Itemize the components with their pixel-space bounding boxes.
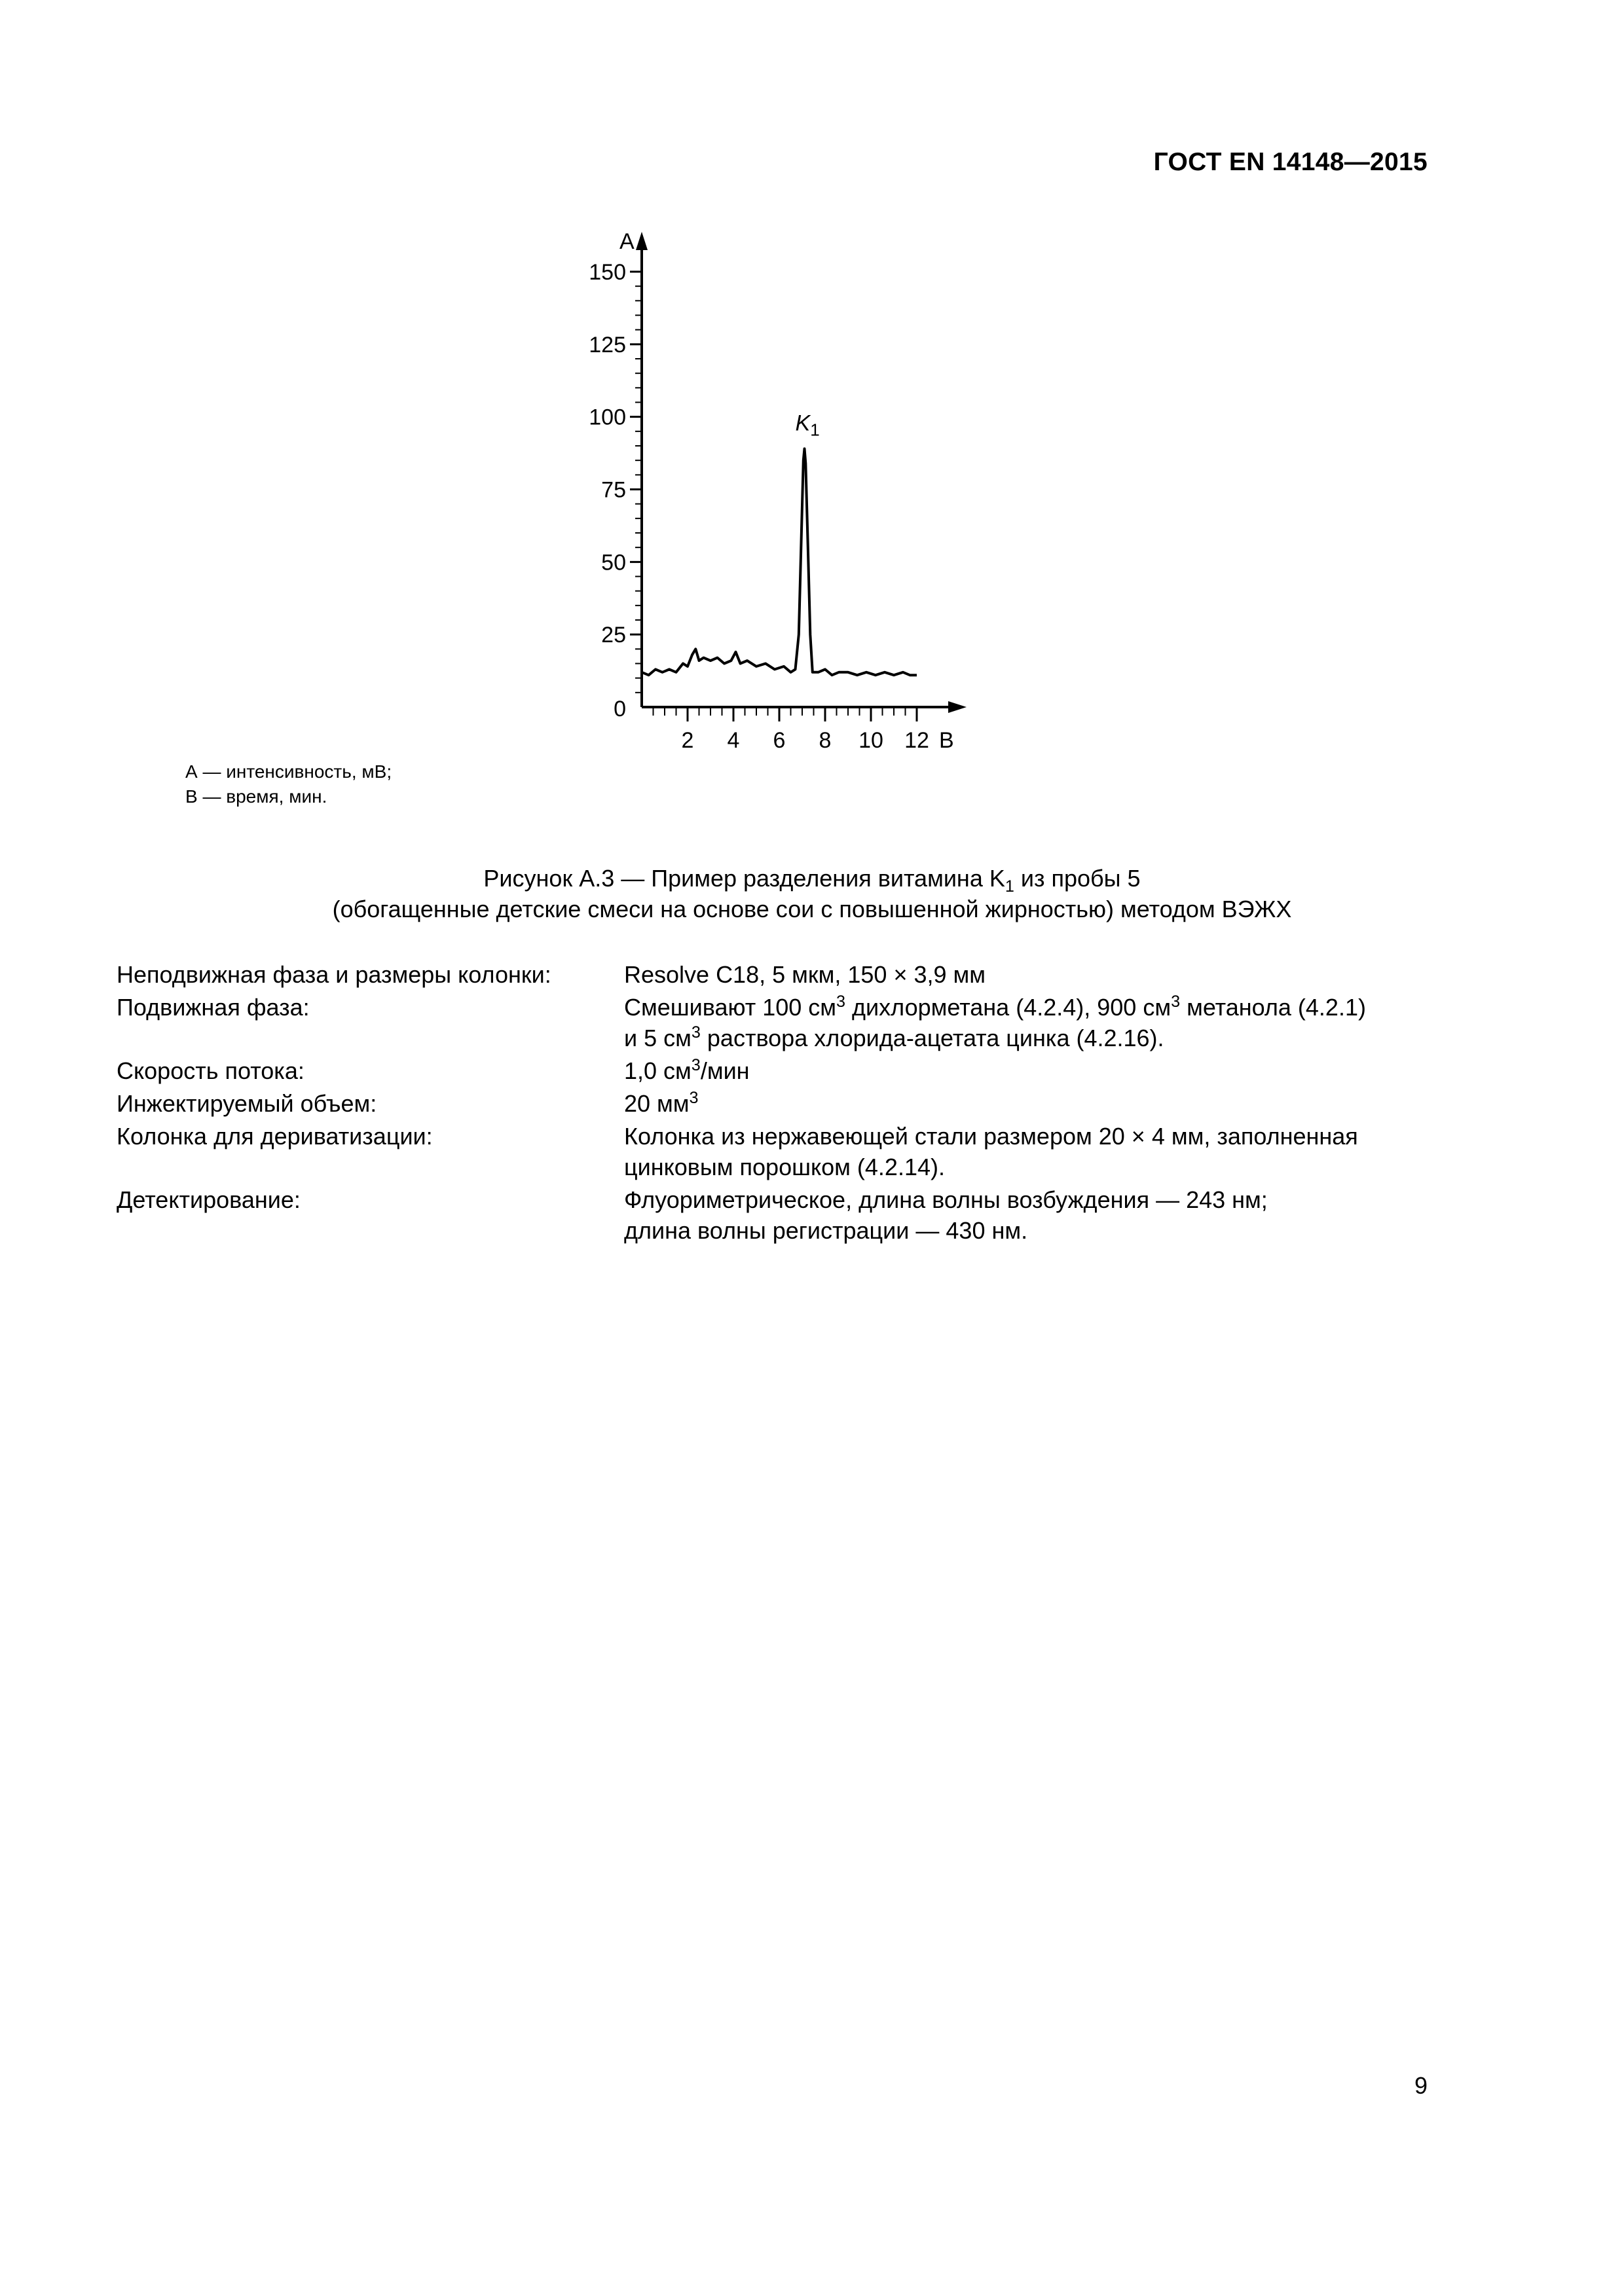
caption-subscript: 1 xyxy=(1005,877,1014,896)
text: Смешивают 100 см xyxy=(624,994,837,1021)
spec-key: Неподвижная фаза и размеры колонки: xyxy=(117,961,551,988)
spec-value: Resolve C18, 5 мкм, 150 × 3,9 мм xyxy=(624,961,986,988)
chromatogram-chart xyxy=(563,223,1022,759)
spec-key: Колонка для дериватизации: xyxy=(117,1123,433,1150)
y-tick-label: 75 xyxy=(601,477,626,503)
legend-item-a: А — интенсивность, мВ; xyxy=(185,761,392,782)
y-tick-label: 0 xyxy=(614,697,626,721)
spec-key: Скорость потока: xyxy=(117,1057,304,1084)
spec-row-derivatization xyxy=(117,1121,1446,1182)
spec-value-line: Флуориметрическое, длина волны возбуждения — 243 нм; xyxy=(624,1186,1268,1213)
method-parameters xyxy=(117,959,1446,1248)
document-code: ГОСТ EN 14148—2015 xyxy=(1153,148,1428,176)
figure-legend xyxy=(185,759,392,809)
chart-axes xyxy=(636,232,967,713)
text: и 5 см xyxy=(624,1025,692,1051)
spec-row-mobile xyxy=(117,992,1446,1053)
y-tick-label: 50 xyxy=(601,550,626,575)
text: дихлорметана (4.2.4), 900 см xyxy=(845,994,1172,1021)
spec-key: Детектирование: xyxy=(117,1186,301,1213)
caption-line-2: (обогащенные детские смеси на основе сои с повышенной жирностью) методом ВЭЖХ xyxy=(332,896,1292,922)
spec-value-line xyxy=(624,1023,1446,1053)
spec-value-line: длина волны регистрации — 430 нм. xyxy=(624,1217,1028,1244)
caption-text: Рисунок А.3 — Пример разделения витамина K xyxy=(483,865,1005,892)
spec-value-line xyxy=(624,992,1446,1023)
spec-value xyxy=(624,1055,1446,1086)
x-tick-label: 10 xyxy=(858,728,883,753)
spec-row-flow xyxy=(117,1055,1446,1086)
peak-label xyxy=(796,410,820,439)
y-tick-label: 100 xyxy=(589,405,626,430)
peak-label-main: K xyxy=(795,410,811,436)
text: метанола (4.2.1) xyxy=(1180,994,1366,1021)
y-axis-label: А xyxy=(619,229,635,254)
y-tick-label: 25 xyxy=(601,623,626,648)
spec-key: Инжектируемый объем: xyxy=(117,1090,377,1117)
superscript: 3 xyxy=(691,1056,701,1074)
spec-row-detection xyxy=(117,1184,1446,1246)
text: 1,0 см xyxy=(624,1057,692,1084)
spec-row-injection xyxy=(117,1088,1446,1119)
spec-value xyxy=(624,1121,1446,1182)
x-tick-label: 4 xyxy=(727,728,740,753)
x-tick-label: 12 xyxy=(904,728,929,753)
y-tick-label: 150 xyxy=(589,260,626,285)
spec-value xyxy=(624,1184,1446,1246)
text: раствора хлорида-ацетата цинка (4.2.16). xyxy=(700,1025,1164,1051)
superscript: 3 xyxy=(836,993,846,1011)
peak-label-sub: 1 xyxy=(810,420,820,440)
spec-row-stationary xyxy=(117,959,1446,990)
x-tick-label: 2 xyxy=(681,728,694,753)
page-number: 9 xyxy=(1414,2072,1428,2099)
y-tick-label: 125 xyxy=(589,332,626,357)
chromatogram-line xyxy=(642,448,917,675)
chromatogram-figure xyxy=(563,223,1022,759)
superscript: 3 xyxy=(1171,993,1181,1011)
text: /мин xyxy=(700,1057,750,1084)
caption-text-end: из пробы 5 xyxy=(1014,865,1141,892)
spec-value xyxy=(624,992,1446,1053)
spec-value-line: цинковым порошком (4.2.14). xyxy=(624,1154,945,1180)
x-axis-label: В xyxy=(939,728,954,753)
x-axis-arrow xyxy=(948,701,967,713)
figure-caption xyxy=(0,863,1624,924)
chart-series xyxy=(642,448,917,675)
text: 20 мм xyxy=(624,1090,690,1117)
superscript: 3 xyxy=(691,1023,701,1042)
x-tick-label: 6 xyxy=(773,728,786,753)
legend-item-b: В — время, мин. xyxy=(185,786,327,807)
superscript: 3 xyxy=(689,1089,699,1107)
chart-ticks xyxy=(589,260,929,753)
spec-key: Подвижная фаза: xyxy=(117,994,310,1021)
spec-value-line: Колонка из нержавеющей стали размером 20 × 4 мм, заполненная xyxy=(624,1123,1358,1150)
y-axis-arrow xyxy=(636,232,648,250)
spec-value xyxy=(624,1088,1446,1119)
x-tick-label: 8 xyxy=(819,728,832,753)
caption-line-1 xyxy=(0,863,1624,894)
